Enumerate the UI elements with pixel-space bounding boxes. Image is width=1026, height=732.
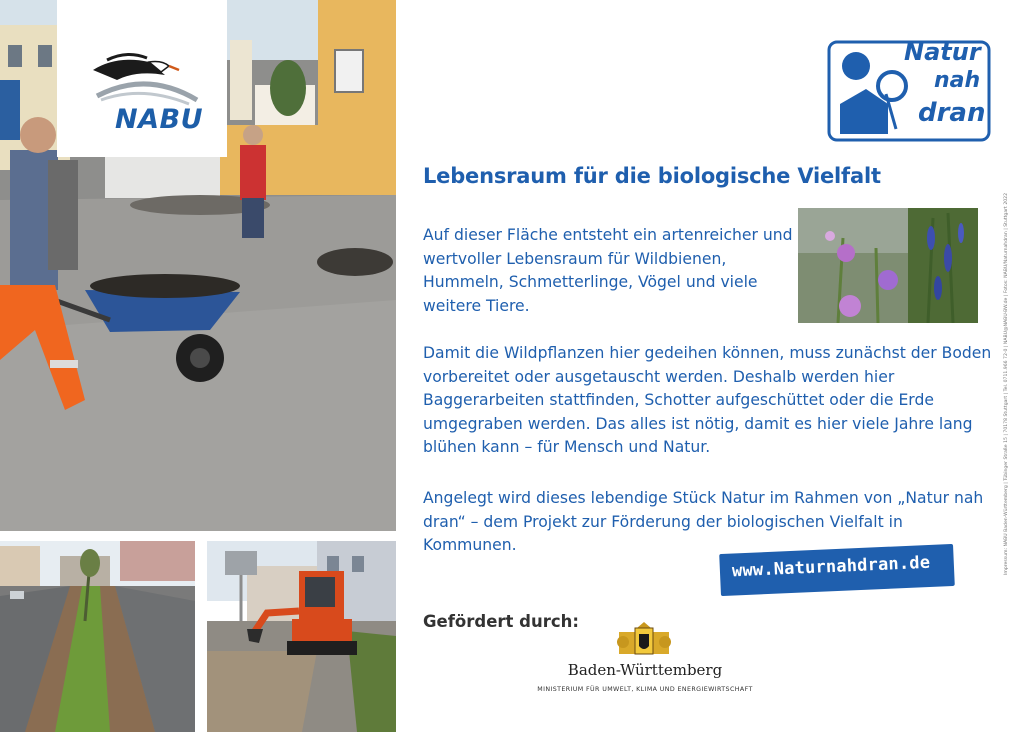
stamp-word-3: dran bbox=[918, 98, 986, 128]
imprint-credits: Impressum: NABU Baden-Württemberg | Tübinger Straße 15 | 70178 Stuttgart | Tel. 0711.966 72-0 | NABU@NABU-BW.de | Fotos: NABU/Naturnahdran | Stuttgart 2022 bbox=[1004, 192, 1009, 575]
photo-wildflowers bbox=[798, 208, 978, 323]
stamp-word-1: Natur bbox=[904, 38, 981, 66]
paragraph-habitat: Auf dieser Fläche entsteht ein artenreicher und wertvoller Lebensraum für Wildbienen, Hummeln, Schmetterlinge, Vögel und viele weitere Tiere. bbox=[423, 226, 793, 315]
state-name: Baden-Württemberg bbox=[567, 661, 723, 679]
website-link[interactable] bbox=[720, 549, 954, 591]
natur-nah-dran-logo bbox=[826, 34, 994, 146]
nabu-logo bbox=[57, 0, 227, 157]
funded-by-label: Gefördert durch: bbox=[423, 612, 579, 631]
photo-excavator bbox=[207, 541, 396, 732]
coat-of-arms-icon bbox=[615, 622, 673, 660]
paragraph-project: Angelegt wird dieses lebendige Stück Natur im Rahmen von „Natur nah dran“ – dem Projekt zur Förderung der biologischen Vielfalt in Kommunen. bbox=[423, 489, 984, 554]
nabu-wordmark: NABU bbox=[115, 104, 203, 135]
ministry-name: MINISTERIUM FÜR UMWELT, KLIMA UND ENERGIEWIRTSCHAFT bbox=[537, 686, 753, 693]
photo-street-median bbox=[0, 541, 195, 732]
stamp-word-2: nah bbox=[934, 68, 981, 93]
page-heading: Lebensraum für die biologische Vielfalt bbox=[423, 164, 881, 188]
paragraph-preparation: Damit die Wildpflanzen hier gedeihen können, muss zunächst der Boden vorbereitet oder ausgetauscht werden. Deshalb werden hier Baggerarbeiten stattfinden, Schotter aufgeschüttet oder die Erde umgegraben werden. Das alles ist nötig, damit es hier viele Jahre lang blühen kann – für Mensch und Natur. bbox=[423, 344, 992, 456]
url-text: www.Naturnahdran.de bbox=[731, 552, 931, 582]
